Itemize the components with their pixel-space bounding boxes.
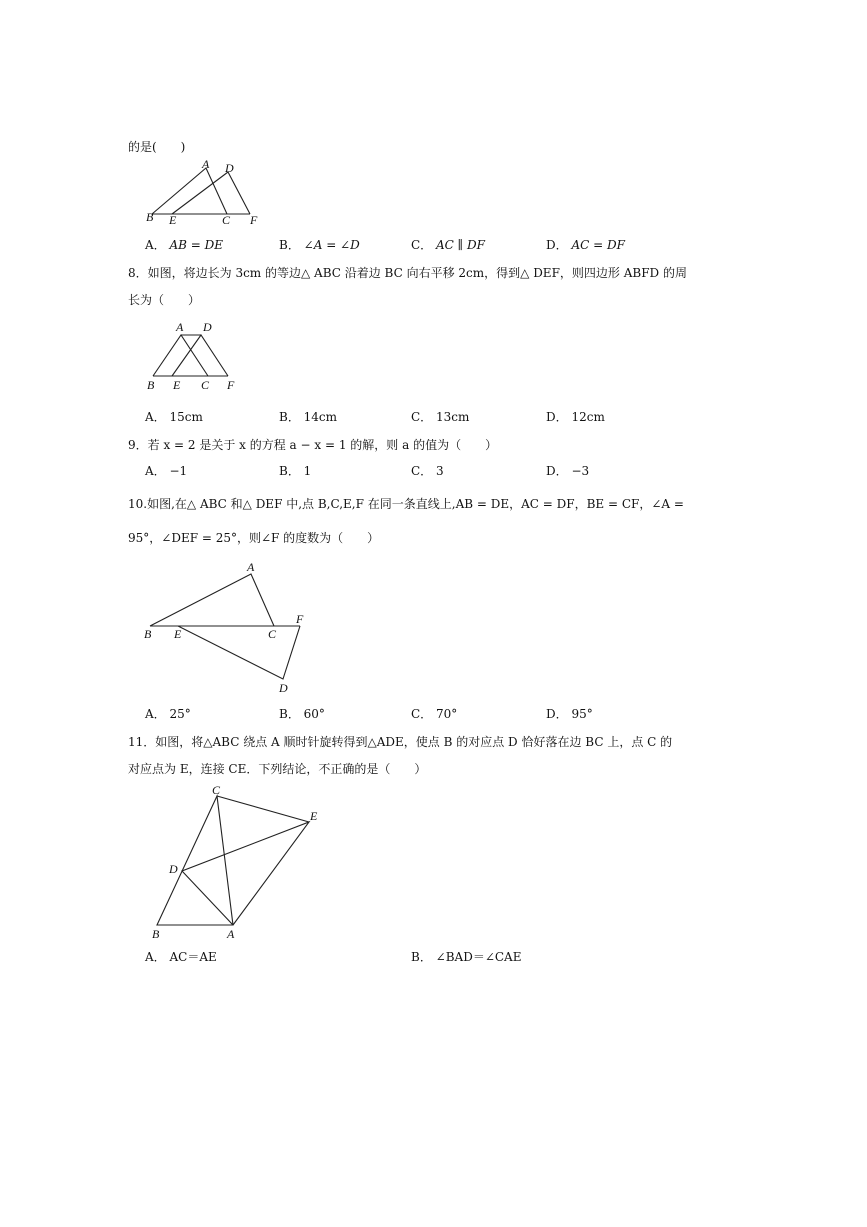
q10-triangle-def (178, 626, 300, 679)
q10-figure (140, 558, 320, 698)
q10-label-c: C (268, 627, 277, 641)
q7-option-b: B． ∠A = ∠D (279, 238, 360, 252)
q7-triangle-abc (152, 168, 227, 214)
q11-option-b: B． ∠BAD＝∠CAE (411, 950, 522, 964)
q7-label-f: F (250, 213, 258, 227)
q8-label-f: F (227, 378, 235, 392)
q8-stem-line2: 长为（ ） (128, 293, 201, 307)
q7-label-a: A (202, 157, 210, 171)
q9-option-a: A． −1 (145, 464, 188, 478)
q9-stem-line1: 9．若 x = 2 是关于 x 的方程 a − x = 1 的解，则 a 的值为（ ） (128, 438, 498, 452)
q11-stem-line2: 对应点为 E，连接 CE．下列结论，不正确的是（ ） (128, 762, 427, 776)
q7-option-c: C． AC ∥ DF (411, 238, 485, 252)
q7-stem-tail: 的是( ) (128, 140, 186, 154)
q10-option-d: D． 95° (546, 707, 593, 721)
q8-option-b: B． 14cm (279, 410, 338, 424)
q11-label-a: A (227, 927, 235, 941)
q11-triangle-ade (182, 822, 309, 925)
q8-label-e: E (173, 378, 181, 392)
q9-option-d: D． −3 (546, 464, 590, 478)
q8-option-a: A． 15cm (145, 410, 203, 424)
q10-label-a: A (247, 560, 255, 574)
q10-option-b: B． 60° (279, 707, 325, 721)
q10-option-c: C． 70° (411, 707, 458, 721)
q11-segment-ce (217, 796, 309, 822)
q7-label-c: C (222, 213, 231, 227)
q8-figure (143, 318, 253, 393)
q10-label-e: E (174, 627, 182, 641)
q10-label-b: B (144, 627, 152, 641)
q11-label-e: E (310, 809, 318, 823)
q7-figure (140, 158, 270, 228)
q7-label-d: D (225, 161, 234, 175)
q11-option-a: A． AC＝AE (145, 950, 217, 964)
q11-label-d: D (169, 862, 178, 876)
q10-stem-line1: 10.如图,在△ ABC 和△ DEF 中,点 B,C,E,F 在同一条直线上,AB = DE，AC = DF，BE = CF，∠A = (128, 497, 684, 511)
q10-stem-line2: 95°，∠DEF = 25°，则∠F 的度数为（ ） (128, 531, 380, 545)
q8-triangle-abc (153, 335, 208, 376)
q8-label-a: A (176, 320, 184, 334)
q8-stem-line1: 8．如图，将边长为 3cm 的等边△ ABC 沿着边 BC 向右平移 2cm，得到△ DEF，则四边形 ABFD 的周 (128, 266, 687, 280)
q8-label-d: D (203, 320, 212, 334)
q7-label-e: E (169, 213, 177, 227)
q11-figure (145, 782, 335, 947)
q8-label-b: B (147, 378, 155, 392)
q9-option-b: B． 1 (279, 464, 312, 478)
q11-label-c: C (212, 783, 221, 797)
q9-option-c: C． 3 (411, 464, 444, 478)
q7-option-a: A． AB = DE (145, 238, 224, 252)
q10-option-a: A． 25° (145, 707, 191, 721)
q8-label-c: C (201, 378, 210, 392)
q7-label-b: B (146, 210, 154, 224)
q11-triangle-abc (157, 796, 233, 925)
q10-triangle-abc (150, 574, 274, 626)
q11-stem-line1: 11．如图，将△ABC 绕点 A 顺时针旋转得到△ADE，使点 B 的对应点 D 恰好落在边 BC 上，点 C 的 (128, 735, 673, 749)
q10-label-f: F (296, 612, 304, 626)
q7-option-d: D． AC = DF (546, 238, 625, 252)
q8-option-c: C． 13cm (411, 410, 470, 424)
q10-label-d: D (279, 681, 288, 695)
q8-option-d: D． 12cm (546, 410, 605, 424)
q11-label-b: B (152, 927, 160, 941)
q8-triangle-def (172, 335, 228, 376)
